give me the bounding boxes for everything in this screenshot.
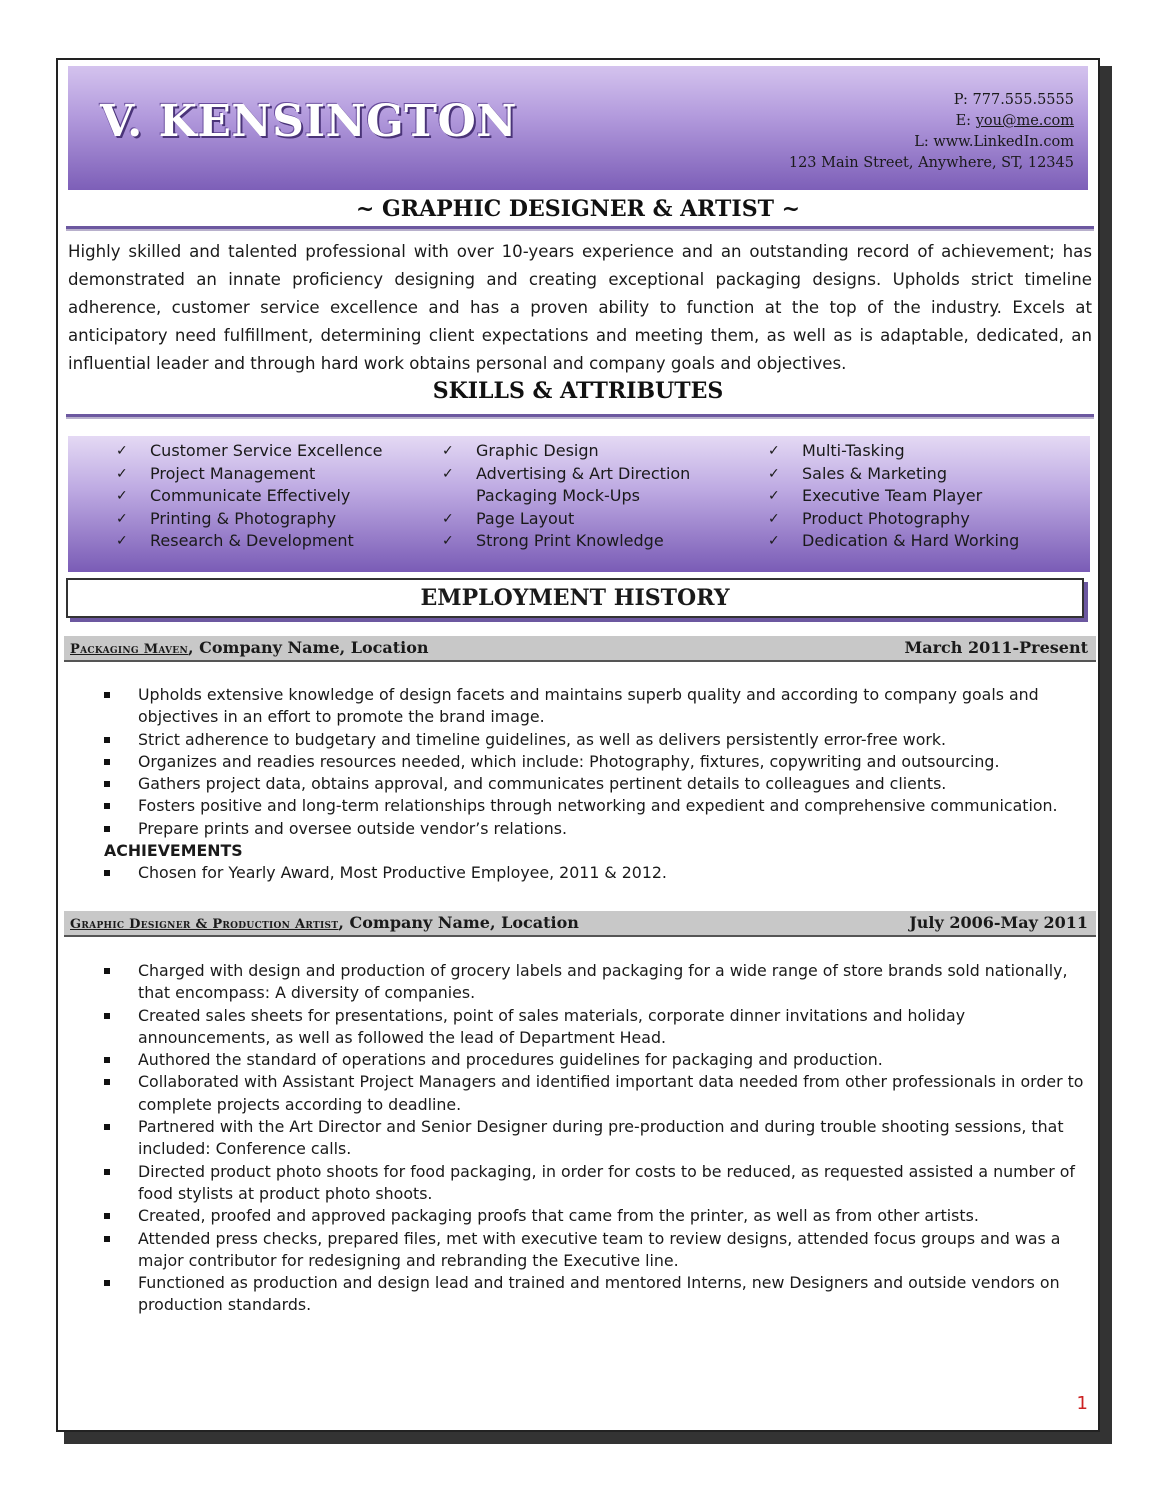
skills-column-1 <box>116 440 382 553</box>
skills-heading: SKILLS & ATTRIBUTES <box>432 378 724 404</box>
job-dates: March 2011-Present <box>904 638 1088 657</box>
divider <box>66 226 1094 229</box>
job-header <box>64 911 1096 937</box>
contact-email-link[interactable]: you@me.com <box>975 113 1074 129</box>
check-icon: ✓ <box>768 488 780 504</box>
job-company: , Company Name, Location <box>187 638 429 657</box>
list-item: Prepare prints and oversee outside vendor’s relations. <box>104 818 1094 840</box>
skill-item: ✓ Communicate Effectively <box>116 485 382 508</box>
skill-item: ✓ Dedication & Hard Working <box>768 530 1019 553</box>
skill-item: ✓ Page Layout <box>442 508 690 531</box>
check-icon: ✓ <box>768 510 780 527</box>
contact-email-label: E: <box>955 113 976 129</box>
resume-page <box>56 58 1100 1432</box>
check-icon: ✓ <box>768 533 780 549</box>
skill-item: ✓ Project Management <box>116 463 382 486</box>
job-header <box>64 636 1096 662</box>
check-icon: ✓ <box>442 443 454 459</box>
job-role: Graphic Designer & Production Artist <box>70 917 339 932</box>
skill-item: ✓ Product Photography <box>768 508 1019 531</box>
list-item: Chosen for Yearly Award, Most Productive Employee, 2011 & 2012. <box>104 862 1094 884</box>
list-item: Attended press checks, prepared files, met with executive team to review designs, attended focus groups and was a major contributor for redesigning and rebranding the Executive line. <box>104 1228 1094 1273</box>
skill-item: ✓ Graphic Design <box>442 440 690 463</box>
list-item: Directed product photo shoots for food packaging, in order for costs to be reduced, as requested assisted a number of food stylists at product photo shoots. <box>104 1161 1094 1206</box>
skill-item: ✓ Research & Development <box>116 530 382 553</box>
employment-heading: EMPLOYMENT HISTORY <box>420 585 730 611</box>
list-item: Upholds extensive knowledge of design facets and maintains superb quality and according to company goals and objectives in an effort to promote the brand image. <box>104 684 1094 729</box>
list-item: Created sales sheets for presentations, point of sales materials, corporate dinner invitations and holiday announcements, as well as followed the lead of Department Head. <box>104 1005 1094 1050</box>
job-title-heading: ~ GRAPHIC DESIGNER & ARTIST ~ <box>355 196 801 222</box>
professional-summary: Highly skilled and talented professional with over 10-years experience and an outstanding record of achievement; has demonstrated an innate proficiency designing and creating exceptional packaging designs. Upholds strict timeline adherence, customer service excellence and has a proven ability to function at the top of the industry. Excels at anticipatory need fulfillment, determining client expectations and meeting them, as well as is adaptable, dedicated, an influential leader and through hard work obtains personal and company goals and objectives. <box>68 242 1092 373</box>
employment-heading-box <box>66 578 1084 618</box>
check-icon: ✓ <box>768 443 780 459</box>
job-title <box>70 638 429 657</box>
job-role: Packaging Maven <box>70 642 188 657</box>
skill-item: ✓ Strong Print Knowledge <box>442 530 690 553</box>
skill-item: ✓ Sales & Marketing <box>768 463 1019 486</box>
list-item: Collaborated with Assistant Project Managers and identified important data needed from other professionals in order to complete projects according to deadline. <box>104 1071 1094 1116</box>
list-item: Partnered with the Art Director and Senior Designer during pre-production and during trouble shooting sessions, that included: Conference calls. <box>104 1116 1094 1161</box>
achievements-heading: ACHIEVEMENTS <box>104 841 243 861</box>
contact-linkedin[interactable]: L: www.LinkedIn.com <box>914 134 1074 150</box>
skill-item: ✓ Printing & Photography <box>116 508 382 531</box>
page-number: 1 <box>1076 1393 1088 1414</box>
skill-item: ✓ Multi-Tasking <box>768 440 1019 463</box>
candidate-name: V. KENSINGTON <box>100 96 518 147</box>
skills-column-2 <box>442 440 690 553</box>
skill-item: ✓ Executive Team Player <box>768 485 1019 508</box>
check-icon: ✓ <box>116 443 128 459</box>
check-icon: ✓ <box>442 465 454 482</box>
list-item: Functioned as production and design lead and trained and mentored Interns, new Designers and outside vendors on production standards. <box>104 1272 1094 1317</box>
divider <box>66 414 1094 417</box>
list-item: Charged with design and production of grocery labels and packaging for a wide range of store brands sold nationally, that encompass: A diversity of companies. <box>104 960 1094 1005</box>
contact-email-line <box>789 111 1074 132</box>
list-item: Authored the standard of operations and procedures guidelines for packaging and production. <box>104 1049 1094 1071</box>
job-duties <box>104 684 1094 885</box>
contact-phone: P: 777.555.5555 <box>953 92 1074 108</box>
skill-item: ✓ Advertising & Art Direction <box>442 463 690 486</box>
job-duties <box>104 960 1094 1317</box>
check-icon: ✓ <box>442 510 454 527</box>
job-title <box>70 913 579 932</box>
list-item: Gathers project data, obtains approval, and communicates pertinent details to colleagues and clients. <box>104 773 1094 795</box>
skills-panel <box>68 436 1090 572</box>
job-company: , Company Name, Location <box>338 913 579 932</box>
check-icon: ✓ <box>116 510 128 527</box>
check-icon: ✓ <box>442 533 454 549</box>
contact-info <box>789 90 1074 174</box>
list-item: Created, proofed and approved packaging proofs that came from the printer, as well as from other artists. <box>104 1205 1094 1227</box>
skills-column-3 <box>768 440 1019 553</box>
contact-address: 123 Main Street, Anywhere, ST, 12345 <box>788 155 1074 171</box>
header-band <box>68 66 1088 190</box>
list-item: Fosters positive and long-term relationships through networking and expedient and comprehensive communication. <box>104 795 1094 817</box>
skill-item: ✓ Customer Service Excellence <box>116 440 382 463</box>
list-item: Organizes and readies resources needed, which include: Photography, fixtures, copywriting and outsourcing. <box>104 751 1094 773</box>
check-icon: ✓ <box>768 465 780 482</box>
skill-item: Packaging Mock-Ups <box>476 486 640 505</box>
check-icon: ✓ <box>116 488 128 504</box>
job-dates: July 2006-May 2011 <box>909 913 1088 932</box>
check-icon: ✓ <box>116 533 128 549</box>
check-icon: ✓ <box>116 465 128 482</box>
list-item: Strict adherence to budgetary and timeline guidelines, as well as delivers persistently error-free work. <box>104 729 1094 751</box>
